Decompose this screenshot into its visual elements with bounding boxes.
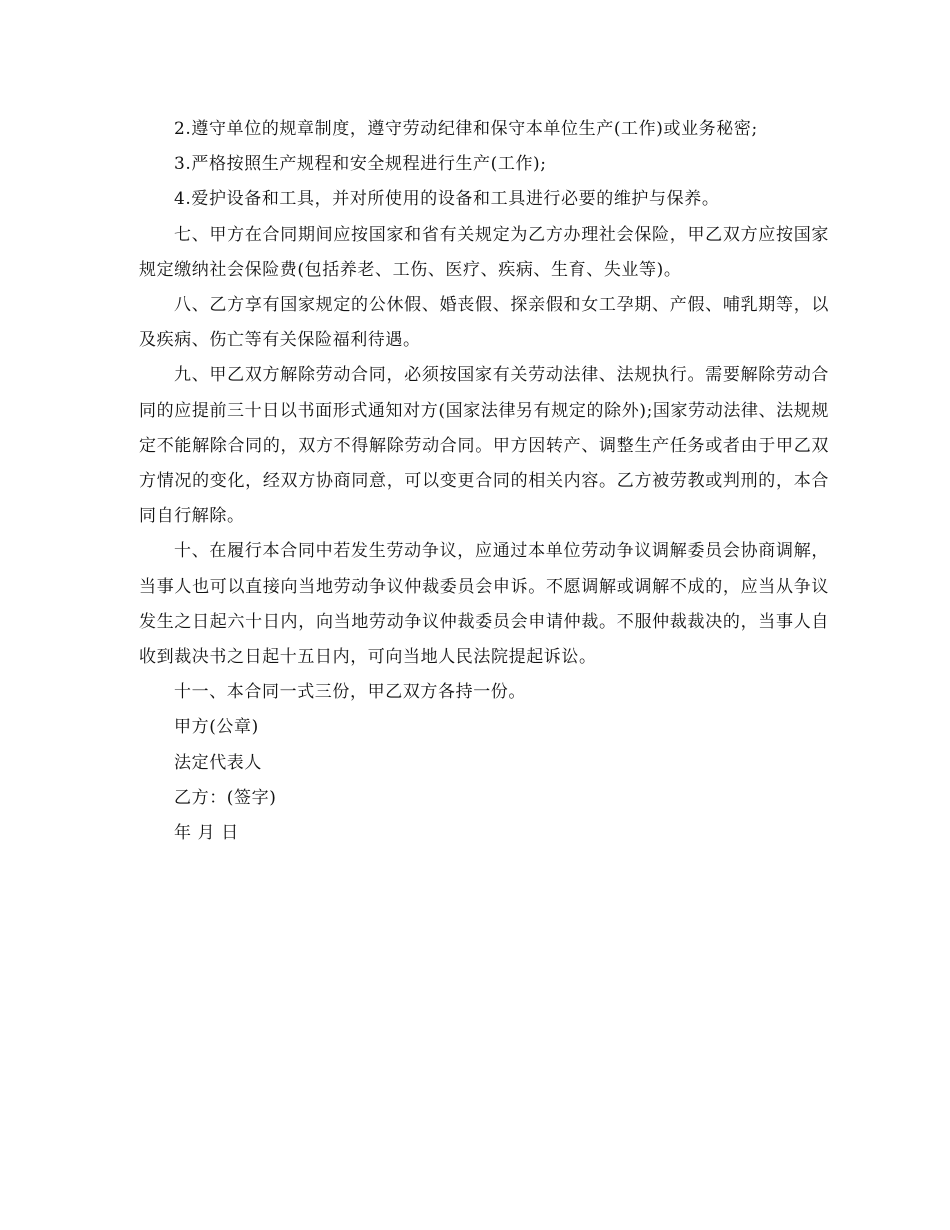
obligation-item-3: 3.严格按照生产规程和安全规程进行生产(工作); xyxy=(174,154,547,175)
party-b-signature: 乙方：(签字) xyxy=(174,787,277,808)
signature-date: 年 月 日 xyxy=(174,823,239,844)
clause-ten-disputes: 十、在履行本合同中若发生劳动争议，应通过本单位劳动争议调解委员会协商调解，当事人也可以直接向当地劳动争议仲裁委员会申诉。不愿调解或调解不成的，应当从争议发生之日起六十日内，向当地劳动争议仲裁委员会申请仲裁。不服仲裁裁决的，当事人自收到裁决书之日起十五日内，可向当地人民法院提起诉讼。 xyxy=(139,541,829,668)
document-body xyxy=(139,112,829,851)
clause-nine-termination: 九、甲乙双方解除劳动合同，必须按国家有关劳动法律、法规执行。需要解除劳动合同的应提前三十日以书面形式通知对方(国家法律另有规定的除外);国家劳动法律、法规规定不能解除合同的，双方不得解除劳动合同。甲方因转产、调整生产任务或者由于甲乙双方情况的变化，经双方协商同意，可以变更合同的相关内容。乙方被劳教或判刑的，本合同自行解除。 xyxy=(139,365,829,527)
legal-representative: 法定代表人 xyxy=(174,752,262,773)
obligation-item-4: 4.爱护设备和工具，并对所使用的设备和工具进行必要的维护与保养。 xyxy=(174,189,720,210)
obligation-item-2: 2.遵守单位的规章制度，遵守劳动纪律和保守本单位生产(工作)或业务秘密; xyxy=(174,119,758,139)
party-a-seal: 甲方(公章) xyxy=(174,717,259,738)
clause-eleven-copies: 十一、本合同一式三份，甲乙双方各持一份。 xyxy=(174,682,526,703)
clause-eight-leave-benefits: 八、乙方享有国家规定的公休假、婚丧假、探亲假和女工孕期、产假、哺乳期等，以及疾病、伤亡等有关保险福利待遇。 xyxy=(139,295,829,351)
clause-seven-social-insurance: 七、甲方在合同期间应按国家和省有关规定为乙方办理社会保险，甲乙双方应按国家规定缴纳社会保险费(包括养老、工伤、医疗、疾病、生育、失业等)。 xyxy=(139,224,829,280)
